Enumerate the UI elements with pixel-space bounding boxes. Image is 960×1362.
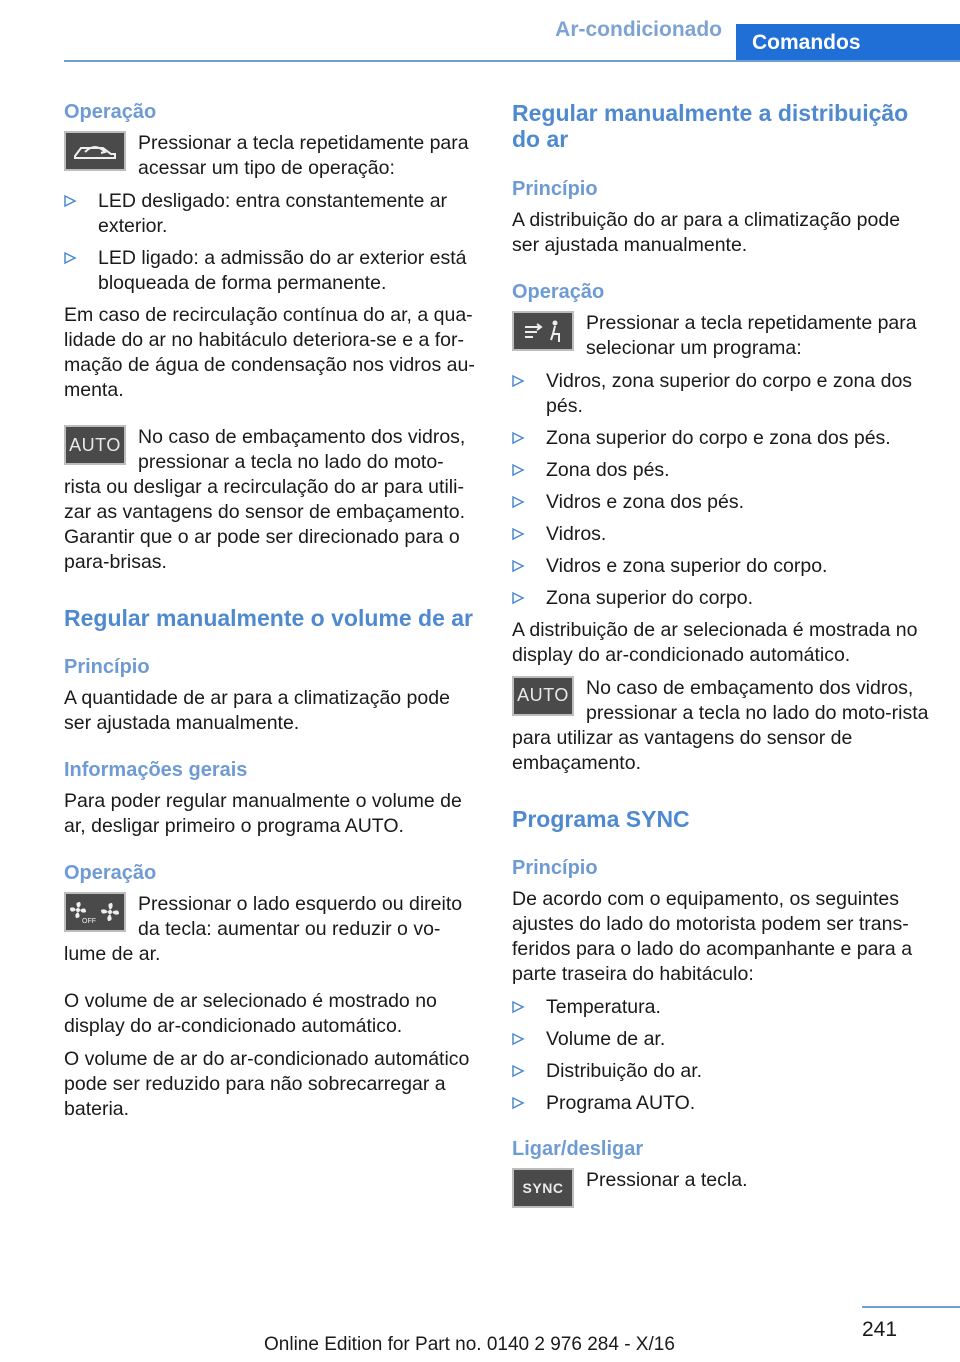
sync-list [512,995,932,1116]
list-item: Vidros e zona superior do corpo. [512,554,932,579]
op1-list [64,189,479,296]
sync-key: SYNC [512,1168,574,1208]
list-item: Vidros, zona superior do corpo e zona dos pés. [512,369,932,419]
auto-key: AUTO [64,425,126,465]
list-item: Vidros e zona dos pés. [512,490,932,515]
header-tab-commands[interactable]: Comandos [736,24,960,62]
list-item: Volume de ar. [512,1027,932,1052]
recirc-paragraph: Em caso de recirculação contínua do ar, a qua-lidade do ar no habitáculo deteriora-se e a for-mação de água de condensação nos vidros au-menta. [64,304,475,401]
dist-op-title: Operação [512,280,605,303]
header-section-title: Ar-condicionado [555,18,722,41]
vol-p2: O volume de ar do ar-condicionado automático pode ser reduzido para não sobrecarregar a bateria. [64,1048,470,1121]
vol-heading: Regular manualmente o volume de ar [64,605,474,631]
sync-principle-text: De acordo com o equipamento, os seguintes ajustes do lado do motorista podem ser trans-feridos para o lado do acompanhante e para a parte traseira do habitáculo: [512,888,913,986]
dist-principle-title: Princípio [512,177,598,200]
air-distribution-icon [521,318,565,344]
list-item: Zona superior do corpo e zona dos pés. [512,426,932,451]
vol-op-title: Operação [64,862,157,885]
list-item: Temperatura. [512,995,932,1020]
fan-off-icon [68,900,96,926]
right-column [512,100,932,1214]
bullet-triangle-icon [64,252,76,264]
header-rule [64,60,960,62]
op1-title: Operação [64,101,157,123]
footer-edition: Online Edition for Part no. 0140 2 976 284 - X/16 [264,1334,675,1355]
left-column [64,100,479,1130]
list-item: LED ligado: a admissão do ar exterior está bloqueada de forma permanente. [64,246,479,296]
recirculation-key [64,131,126,171]
bullet-triangle-icon [64,195,76,207]
recirc-key-row [64,131,479,181]
page-header [0,0,960,62]
svg-text:OFF: OFF [82,918,96,926]
list-item: Zona dos pés. [512,458,932,483]
vol-principle-title: Princípio [64,656,150,679]
list-item: Zona superior do corpo. [512,586,932,611]
list-item: Vidros. [512,522,932,547]
auto-key-row-left [64,425,479,575]
vol-op-text: Pressionar o lado esquerdo ou direito da tecla: aumentar ou reduzir o vo-lume de ar. [64,893,463,966]
sync-key-row [512,1168,932,1197]
fan-key-row [64,892,479,967]
recirculation-car-icon [71,138,119,164]
bullet-triangle-icon [512,496,524,508]
dist-principle-text: A distribuição do ar para a climatização pode ser ajustada manualmente. [512,208,901,256]
dist-list [512,369,932,611]
dist-p1: A distribuição de ar selecionada é mostrada no display do ar-condicionado automático. [512,618,918,666]
vol-p1: O volume de ar selecionado é mostrado no display do ar-condicionado automático. [64,990,437,1038]
bullet-triangle-icon [512,560,524,572]
fan-icon [98,900,122,924]
vol-principle-text: A quantidade de ar para a climatização pode ser ajustada manualmente. [64,687,450,735]
bullet-triangle-icon [512,1001,524,1013]
bullet-triangle-icon [512,464,524,476]
bullet-triangle-icon [512,432,524,444]
air-distribution-key [512,311,574,351]
list-item: Distribuição do ar. [512,1059,932,1084]
dist-key-row [512,311,932,361]
auto-text-left: No caso de embaçamento dos vidros, pressionar a tecla no lado do moto-rista ou desligar a recirculação do ar para utili-zar as vantagens do sensor de embaçamento. Garantir que o ar pode ser direcionado para o para-brisas. [64,426,466,573]
sync-onoff-text: Pressionar a tecla. [586,1169,748,1192]
auto-key: AUTO [512,676,574,716]
vol-info-title: Informações gerais [64,759,248,782]
bullet-triangle-icon [512,528,524,540]
op1-text: Pressionar a tecla repetidamente para acessar um tipo de operação: [138,132,469,179]
auto-key-row-right [512,676,932,776]
sync-heading: Programa SYNC [512,805,690,832]
footer-rule [862,1306,960,1308]
list-item: LED desligado: entra constantemente ar exterior. [64,189,479,239]
dist-op-text: Pressionar a tecla repetidamente para selecionar um programa: [586,311,917,359]
sync-principle-title: Princípio [512,857,598,880]
bullet-triangle-icon [512,1065,524,1077]
auto-text-right: No caso de embaçamento dos vidros, pressionar a tecla no lado do moto-rista para utilizar as vantagens do sensor de embaçamento. [512,676,929,774]
bullet-triangle-icon [512,592,524,604]
bullet-triangle-icon [512,1097,524,1109]
bullet-triangle-icon [512,1033,524,1045]
sync-onoff-title: Ligar/desligar [512,1138,644,1161]
list-item: Programa AUTO. [512,1091,932,1116]
fan-key [64,892,126,932]
vol-info-text: Para poder regular manualmente o volume de ar, desligar primeiro o programa AUTO. [64,790,462,838]
page-number: 241 [862,1318,898,1341]
bullet-triangle-icon [512,375,524,387]
dist-heading: Regular manualmente a distribuição do ar [512,100,909,153]
